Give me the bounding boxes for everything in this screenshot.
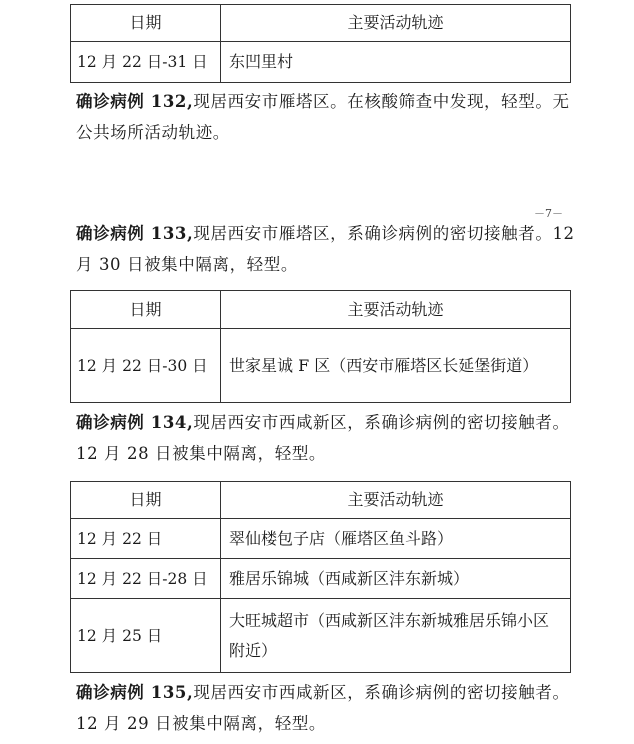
activity-cell: 雅居乐锦城（西咸新区沣东新城） <box>221 559 571 599</box>
table-header-row <box>71 291 571 329</box>
case-134-paragraph <box>76 407 576 469</box>
activity-cell: 世家星诚 F 区（西安市雁塔区长延堡街道） <box>221 329 571 403</box>
case-135-paragraph <box>76 677 576 739</box>
date-cell: 12 月 22 日-31 日 <box>71 42 221 83</box>
activity-cell: 翠仙楼包子店（雁塔区鱼斗路） <box>221 519 571 559</box>
page-number: －7－ <box>534 207 563 220</box>
table-row <box>71 519 571 559</box>
date-header: 日期 <box>71 5 221 42</box>
date-cell: 12 月 22 日-30 日 <box>71 329 221 403</box>
table-row <box>71 329 571 403</box>
case-text: 现居西安市雁塔区，系确诊病例的密切接触者。12 月 30 日被集中隔离，轻型。 <box>76 224 575 274</box>
case-text: 现居西安市西咸新区，系确诊病例的密切接触者。12 月 28 日被集中隔离，轻型。 <box>76 413 570 463</box>
case-133-paragraph <box>76 218 576 280</box>
case-label: 确诊病例 133, <box>76 224 194 243</box>
table-row <box>71 599 571 673</box>
case-label: 确诊病例 135, <box>76 683 194 702</box>
case-text: 现居西安市雁塔区。在核酸筛查中发现，轻型。无公共场所活动轨迹。 <box>76 92 570 142</box>
activity-cell: 东凹里村 <box>221 42 571 83</box>
date-cell: 12 月 25 日 <box>71 599 221 673</box>
table-row <box>71 42 571 83</box>
activity-header: 主要活动轨迹 <box>221 5 571 42</box>
date-cell: 12 月 22 日-28 日 <box>71 559 221 599</box>
activity-header: 主要活动轨迹 <box>221 482 571 519</box>
case-label: 确诊病例 132, <box>76 92 194 111</box>
table-header-row <box>71 482 571 519</box>
activity-header: 主要活动轨迹 <box>221 291 571 329</box>
date-cell: 12 月 22 日 <box>71 519 221 559</box>
activity-table-2 <box>70 290 571 403</box>
activity-cell: 大旺城超市（西咸新区沣东新城雅居乐锦小区附近） <box>221 599 571 673</box>
activity-table-1 <box>70 4 571 83</box>
date-header: 日期 <box>71 291 221 329</box>
table-header-row <box>71 5 571 42</box>
date-header: 日期 <box>71 482 221 519</box>
case-label: 确诊病例 134, <box>76 413 194 432</box>
case-132-paragraph <box>76 86 576 148</box>
activity-table-3 <box>70 481 571 673</box>
table-row <box>71 559 571 599</box>
case-text: 现居西安市西咸新区，系确诊病例的密切接触者。12 月 29 日被集中隔离，轻型。 <box>76 683 570 733</box>
